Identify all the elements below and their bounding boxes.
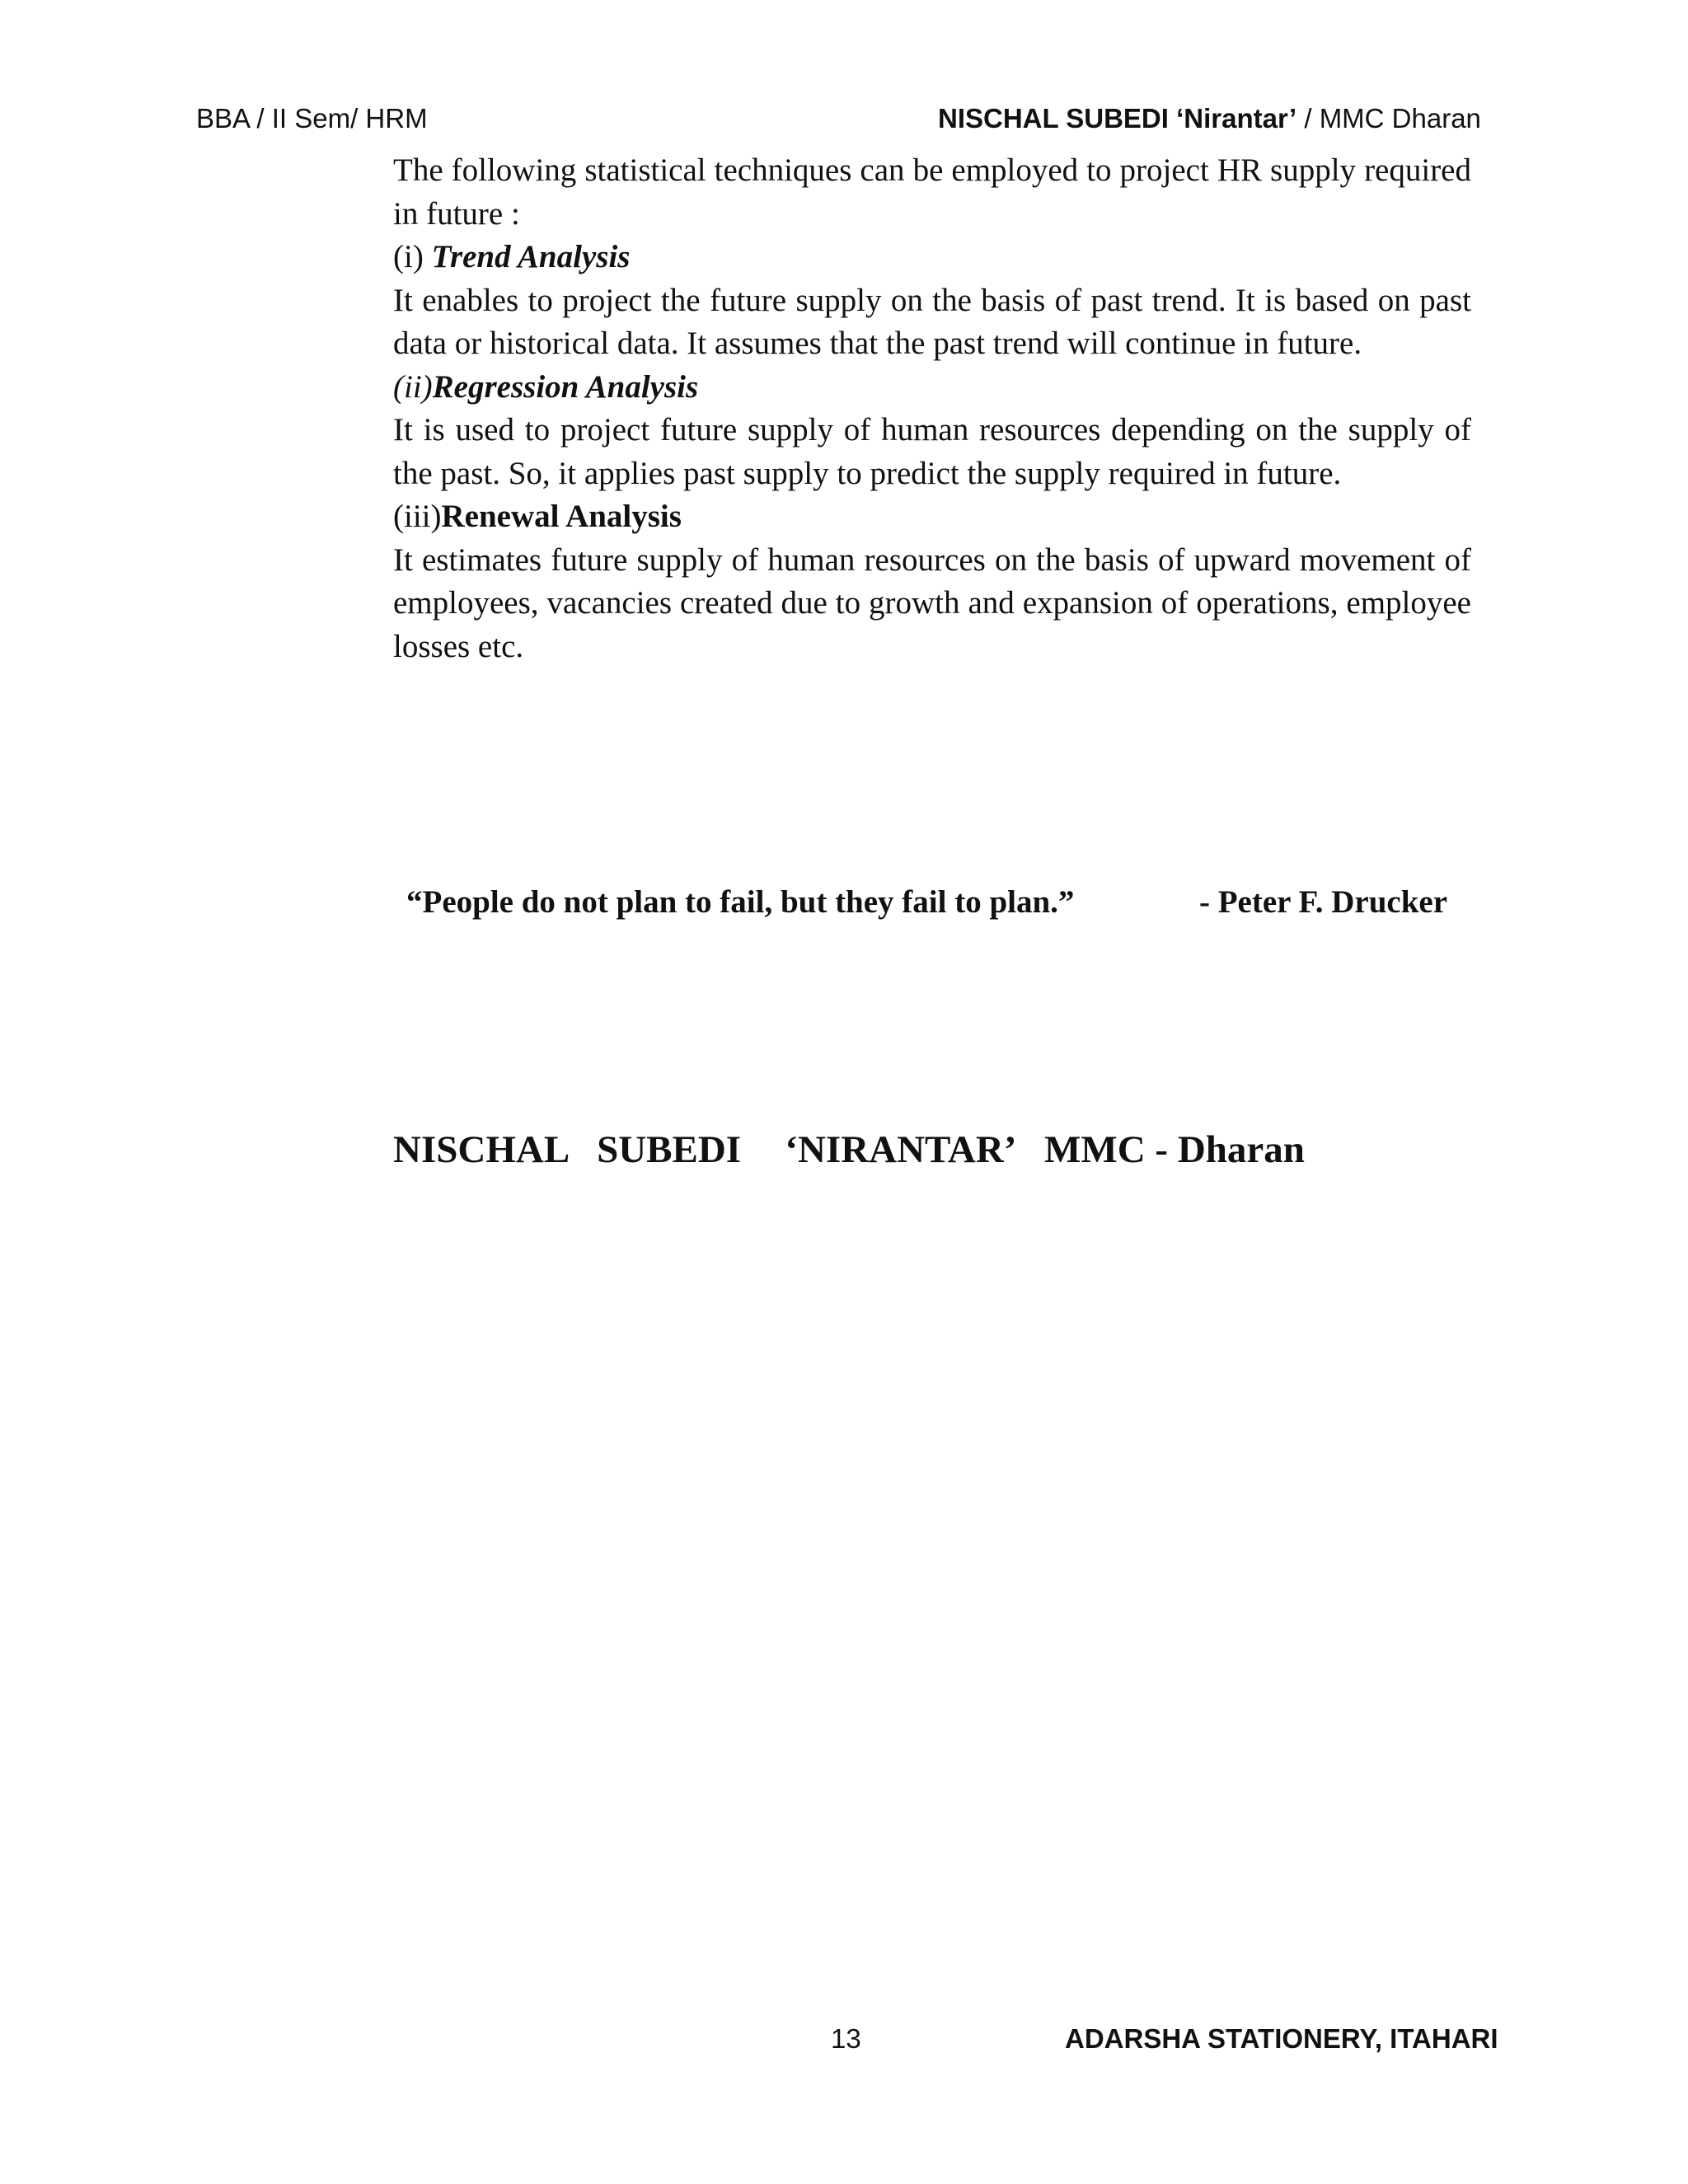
section-title: Trend Analysis: [431, 239, 631, 274]
intro-paragraph: The following statistical techniques can be employed to project HR supply required in future :: [393, 152, 1471, 232]
section-heading-renewal: [393, 495, 1471, 539]
header-author: [938, 101, 1481, 137]
signature-place: MMC - Dharan: [1044, 1128, 1305, 1171]
section-title: Renewal Analysis: [441, 499, 682, 534]
header-author-name: NISCHAL SUBEDI ‘Nirantar’: [938, 103, 1297, 134]
section-text-renewal: It estimates future supply of human resources on the basis of upward movement of employees, vacancies created due to growth and expansion of operations, employee losses etc.: [393, 541, 1471, 664]
header-author-place: / MMC Dharan: [1296, 103, 1481, 134]
footer-publisher: ADARSHA STATIONERY, ITAHARI: [1065, 2023, 1498, 2054]
header-course: BBA / II Sem/ HRM: [196, 103, 428, 134]
section-number: (iii): [393, 499, 442, 534]
page-number: 13: [831, 2023, 861, 2054]
quote-author: - Peter F. Drucker: [1199, 884, 1448, 920]
section-text-regression: It is used to project future supply of human resources depending on the supply of the past. So, it applies past supply to predict the supply required in future.: [393, 412, 1471, 491]
signature-name: NISCHAL SUBEDI ‘NIRANTAR’: [393, 1128, 1017, 1171]
main-content: [393, 149, 1471, 668]
section-text-trend: It enables to project the future supply on the basis of past trend. It is based on past data or historical data. It assumes that the past trend will continue in future.: [393, 282, 1471, 361]
section-title: Regression Analysis: [432, 368, 699, 405]
quote-text: “People do not plan to fail, but they fail to plan.”: [406, 884, 1075, 920]
section-heading-trend: [393, 236, 1471, 279]
section-number: (ii): [393, 368, 433, 405]
section-heading-regression: [393, 366, 1471, 410]
section-number: (i): [393, 239, 432, 274]
